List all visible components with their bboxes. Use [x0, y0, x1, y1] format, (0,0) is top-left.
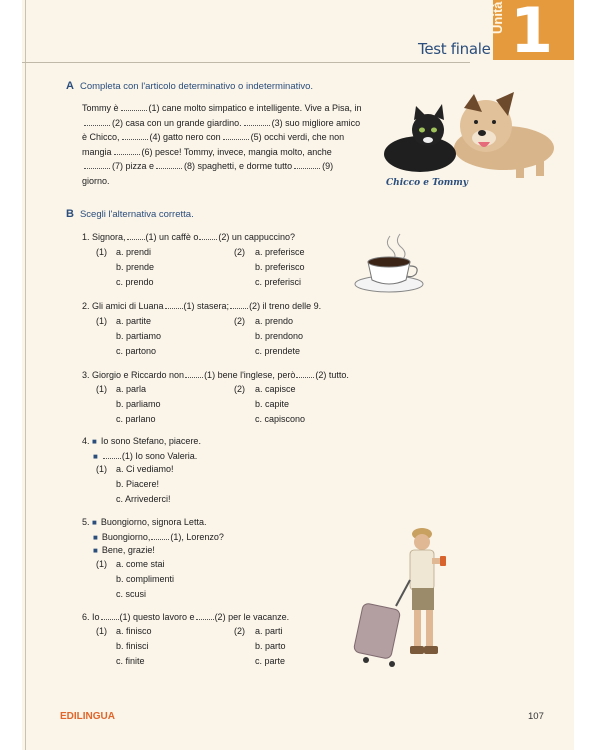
- option-number: (1): [96, 559, 107, 569]
- stem-text: 6. Io: [82, 612, 100, 622]
- stem-text: 3. Giorgio e Riccardo non: [82, 370, 185, 380]
- option-item[interactable]: c. parte: [255, 656, 286, 666]
- para-text: (5) occhi verdi, che non: [250, 132, 345, 143]
- question-4-line-1: [82, 436, 201, 446]
- para-text: giorno.: [82, 175, 110, 186]
- stem-text: (1) stasera;: [183, 301, 230, 311]
- option-item[interactable]: b. preferisco: [255, 262, 305, 272]
- para-text: (9): [322, 161, 334, 172]
- para-line: [82, 130, 402, 145]
- para-line: [82, 101, 402, 116]
- dialogue-bullet-icon: ■: [92, 437, 97, 446]
- option-item[interactable]: c. preferisci: [255, 277, 302, 287]
- option-item[interactable]: b. prendono: [255, 331, 304, 341]
- option-number: (2): [234, 316, 245, 326]
- question-2-stem: [82, 300, 321, 311]
- option-number: (1): [96, 384, 107, 394]
- section-b-letter: B: [66, 208, 74, 220]
- page-edge-line: [25, 0, 26, 750]
- dialogue-bullet-icon: ■: [93, 533, 98, 542]
- section-b-heading: [66, 208, 194, 220]
- dialogue-bullet-icon: ■: [93, 546, 98, 555]
- blank-field[interactable]: [185, 369, 203, 378]
- para-text: mangia: [82, 146, 112, 157]
- option-item[interactable]: c. finite: [116, 656, 145, 666]
- blank-field[interactable]: [121, 102, 147, 111]
- option-item[interactable]: b. capite: [255, 399, 290, 409]
- question-5-line-3: [93, 545, 155, 555]
- blank-field[interactable]: [156, 160, 182, 169]
- dialogue-text: Buongiorno, signora Letta.: [100, 517, 207, 527]
- stem-text: (2) per le vacanze.: [214, 612, 290, 622]
- option-item[interactable]: a. prendi: [116, 247, 152, 257]
- option-item[interactable]: a. finisco: [116, 626, 152, 636]
- dialogue-bullet-icon: ■: [92, 518, 97, 527]
- option-number: (2): [234, 626, 245, 636]
- option-item[interactable]: a. partite: [116, 316, 152, 326]
- option-item[interactable]: a. come stai: [116, 559, 165, 569]
- traveler-shorts: [412, 588, 434, 610]
- para-line: [82, 116, 402, 131]
- option-number: (1): [96, 247, 107, 257]
- blank-field[interactable]: [103, 450, 121, 459]
- option-number: (2): [234, 384, 245, 394]
- para-line: [82, 174, 402, 189]
- suitcase: [353, 603, 401, 660]
- option-item[interactable]: a. parla: [116, 384, 147, 394]
- blank-field[interactable]: [165, 300, 183, 309]
- para-text: (8) spaghetti, e dorme tutto: [184, 161, 293, 172]
- para-text: (3) suo migliore amico: [271, 117, 361, 128]
- traveler-illustration: [352, 522, 462, 672]
- para-text: (7) pizza e: [112, 161, 155, 172]
- stem-text: (2) tutto.: [315, 370, 349, 380]
- section-a-letter: A: [66, 80, 74, 92]
- option-item[interactable]: b. parliamo: [116, 399, 161, 409]
- question-1-stem: [82, 231, 295, 242]
- question-4-line-2: [93, 450, 197, 461]
- para-line: [82, 159, 402, 174]
- para-text: (2) casa con un grande giardino.: [112, 117, 242, 128]
- blank-field[interactable]: [199, 231, 217, 240]
- blank-field[interactable]: [84, 160, 110, 169]
- traveler-head: [414, 534, 430, 550]
- option-item[interactable]: b. partiamo: [116, 331, 162, 341]
- question-3-stem: [82, 369, 349, 380]
- publisher-logo: EDILINGUA: [60, 711, 115, 722]
- blank-field[interactable]: [151, 531, 169, 540]
- option-number: (1): [96, 316, 107, 326]
- section-a-paragraph: [82, 101, 402, 189]
- stem-text: (2) il treno delle 9.: [249, 301, 322, 311]
- stem-text: 2. Gli amici di Luana: [82, 301, 164, 311]
- option-item[interactable]: b. prende: [116, 262, 155, 272]
- option-item[interactable]: a. preferisce: [255, 247, 305, 257]
- para-text: è Chicco,: [82, 132, 120, 143]
- image-caption: Chicco e Tommy: [386, 178, 469, 188]
- question-number: 5.: [82, 517, 90, 527]
- stem-text: 1. Signora,: [82, 232, 126, 242]
- stem-text: (2) un cappuccino?: [218, 232, 295, 242]
- blank-field[interactable]: [114, 146, 140, 155]
- blank-field[interactable]: [230, 300, 248, 309]
- option-number: (1): [96, 464, 107, 474]
- option-item[interactable]: b. finisci: [116, 641, 149, 651]
- option-item[interactable]: a. parti: [255, 626, 283, 636]
- dialogue-text: (1) Io sono Valeria.: [121, 451, 198, 461]
- option-item[interactable]: c. partono: [116, 346, 157, 356]
- coffee-cup-icon: [440, 556, 446, 566]
- question-5-line-2: [93, 531, 224, 542]
- page-title: Test finale: [418, 40, 491, 58]
- para-text: Tommy è: [82, 103, 119, 113]
- question-5-line-1: [82, 517, 206, 527]
- cat-and-dog-illustration: [376, 86, 566, 186]
- option-item[interactable]: b. parto: [255, 641, 286, 651]
- option-item[interactable]: c. parlano: [116, 414, 156, 424]
- section-b-instruction: Scegli l'alternativa corretta.: [79, 209, 194, 220]
- section-a-heading: [66, 80, 313, 92]
- dialogue-text: (1), Lorenzo?: [170, 532, 224, 542]
- blank-field[interactable]: [244, 117, 270, 126]
- blank-field[interactable]: [101, 611, 119, 620]
- unit-label: Unità: [490, 1, 505, 34]
- option-number: (1): [96, 626, 107, 636]
- stem-text: (1) un caffè o: [145, 232, 199, 242]
- blank-field[interactable]: [122, 131, 148, 140]
- para-text: (6) pesce! Tommy, invece, mangia molto, anche: [141, 146, 332, 157]
- option-number: (2): [234, 247, 245, 257]
- option-item[interactable]: b. Piacere!: [116, 479, 160, 489]
- dialogue-bullet-icon: ■: [93, 452, 98, 461]
- option-item[interactable]: c. scusi: [116, 589, 147, 599]
- question-number: 4.: [82, 436, 90, 446]
- para-text: (4) gatto nero con: [149, 132, 221, 143]
- option-item[interactable]: a. Ci vediamo!: [116, 464, 174, 474]
- dialogue-text: Buongiorno,: [101, 532, 151, 542]
- page-number: 107: [528, 711, 544, 722]
- blank-field[interactable]: [196, 611, 214, 620]
- para-line: [82, 145, 402, 160]
- question-6-stem: [82, 611, 289, 622]
- coffee-cup-illustration: [352, 232, 426, 294]
- stem-text: (1) questo lavoro e: [119, 612, 195, 622]
- dialogue-text: Io sono Stefano, piacere.: [100, 436, 201, 446]
- option-item[interactable]: c. capiscono: [255, 414, 306, 424]
- option-item[interactable]: b. complimenti: [116, 574, 175, 584]
- blank-field[interactable]: [127, 231, 145, 240]
- blank-field[interactable]: [223, 131, 249, 140]
- header-divider: [22, 62, 470, 63]
- option-item[interactable]: c. prendo: [116, 277, 154, 287]
- blank-field[interactable]: [84, 117, 110, 126]
- para-text: (1) cane molto simpatico e intelligente. Vive a Pisa, in: [148, 103, 362, 113]
- blank-field[interactable]: [294, 160, 320, 169]
- dialogue-text: Bene, grazie!: [101, 545, 155, 555]
- option-item[interactable]: c. Arrivederci!: [116, 494, 171, 504]
- option-item[interactable]: a. prendo: [255, 316, 294, 326]
- unit-number: 1: [510, 0, 554, 67]
- section-a-instruction: Completa con l'articolo determinativo o indeterminativo.: [79, 81, 314, 92]
- option-item[interactable]: a. capisce: [255, 384, 296, 394]
- blank-field[interactable]: [296, 369, 314, 378]
- stem-text: (1) bene l'inglese, però: [204, 370, 296, 380]
- option-item[interactable]: c. prendete: [255, 346, 301, 356]
- traveler-shirt: [410, 550, 434, 590]
